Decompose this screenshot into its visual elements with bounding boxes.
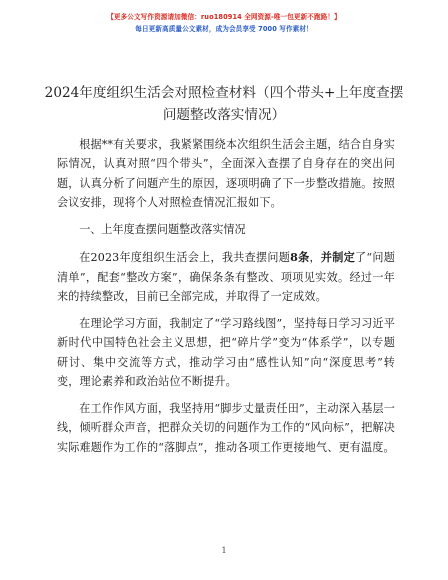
text-segment: ，: [309, 251, 321, 265]
paragraph-theory-study: 在理论学习方面，我制定了“学习路线图”，坚持每日学习习近平新时代中国特色社会主义思想，把“碎片学”变为“体系学”，以专题研讨、集中交流等方式，推动学习由“感性认知”向“深度思考”转变，理论素养和政治站位不断提升。: [57, 316, 395, 389]
document-body: [57, 135, 395, 465]
paragraph-work-style: 在工作作风方面，我坚持用“脚步丈量责任田”，主动深入基层一线，倾听群众声音，把群众关切的问题作为工作的“风向标”，把解决实际难题作为工作的“落脚点”，推动各项工作更接地气、更有温度。: [57, 401, 395, 454]
promo-banner-line-2: 每日更新高质量公文素材，成为会员享受 7000 写作素材！: [135, 25, 313, 33]
paragraph-problem-count: [57, 248, 395, 306]
page-number: 1: [221, 546, 227, 555]
section-heading: 一、上年度查摆问题整改落实情况: [79, 223, 246, 237]
promo-banner-line-1: 【更多公文写作资源请加微信：ruo180914 全网资源-唯一包更新不跑路！】: [107, 13, 341, 21]
bold-count: 8条: [290, 251, 310, 265]
bold-phrase: 并制定: [320, 251, 356, 265]
document-title: 2024年度组织生活会对照检查材料（四个带头+上年度查摆问题整改落实情况）: [44, 85, 404, 123]
intro-paragraph: 根据**有关要求，我紧紧围绕本次组织生活会主题，结合自身实际情况，认真对照“四个带头”，全面深入查摆了自身存在的突出问题，认真分析了问题产生的原因，逐项明确了下一步整改措施。按照会议安排，现将个人对照检查情况汇报如下。: [57, 138, 395, 210]
text-segment: 在2023年度组织生活会上，我共查摆问题: [79, 251, 291, 265]
text-segment: 了“问题清单”，配套“整改方案”，确保条条有整改、项项见实效。经过一年来的持续整改，目前已全部完成，并取得了一定成效。: [57, 251, 395, 303]
